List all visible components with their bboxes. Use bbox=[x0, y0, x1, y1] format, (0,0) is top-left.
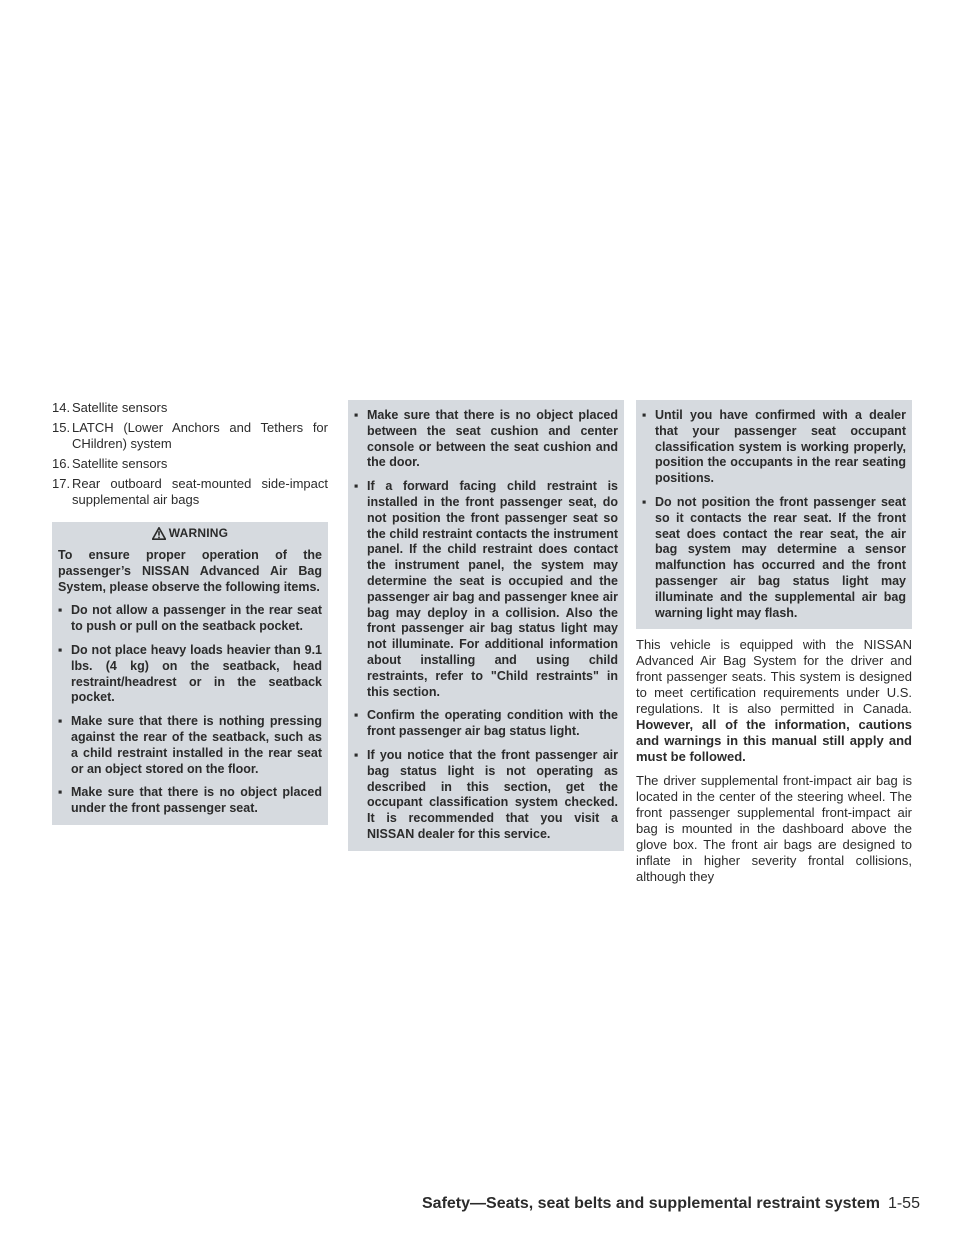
column-right bbox=[636, 400, 912, 893]
item-text: LATCH (Lower Anchors and Tethers for CHildren) system bbox=[72, 420, 328, 451]
warning-bullet: ▪ Confirm the operating condition with the front passenger air bag status light. bbox=[354, 708, 618, 739]
warning-bullet: ▪ Do not place heavy loads heavier than 9.1 lbs. (4 kg) on the seatback, head restraint/headrest or in the seatback pocket. bbox=[58, 642, 322, 705]
item-number: 15. bbox=[52, 420, 71, 435]
list-item bbox=[52, 420, 328, 452]
body-paragraph: This vehicle is equipped with the NISSAN Advanced Air Bag System for the driver and front passenger seats. This system is designed to meet certification requirements under U.S. regulations. It is also permitted in Canada. However, all of the information, cautions and warnings in this manual still apply and must be followed. bbox=[636, 637, 912, 765]
item-number: 14. bbox=[52, 400, 71, 415]
warning-bullet: ▪ If you notice that the front passenger air bag status light is not operating as described in this section, get the occupant classification system checked. It is recommended that you visit a NISSAN dealer for this service. bbox=[354, 747, 618, 841]
warning-heading bbox=[58, 522, 322, 548]
warning-bullet: ▪ Make sure that there is nothing pressing against the rear of the seatback, such as a child restraint installed in the rear seat or an object stored on the floor. bbox=[58, 714, 322, 776]
item-text: Rear outboard seat-mounted side-impact supplemental air bags bbox=[72, 476, 328, 507]
warning-label: WARNING bbox=[168, 526, 229, 540]
warning-bullets bbox=[58, 603, 322, 817]
warning-intro: To ensure proper operation of the passenger’s NISSAN Advanced Air Bag System, please observe the following items. bbox=[58, 548, 322, 594]
emphasis-text: However, all of the information, cautions and warnings in this manual still apply and must be followed. bbox=[636, 717, 912, 765]
warning-box-continued bbox=[636, 400, 912, 629]
page-footer bbox=[422, 1195, 920, 1213]
warning-bullet: ▪ Make sure that there is no object placed between the seat cushion and center console or between the seat cushion and the door. bbox=[354, 408, 618, 470]
warning-box-continued bbox=[348, 400, 624, 851]
item-text: Satellite sensors bbox=[72, 456, 168, 471]
list-item bbox=[52, 400, 328, 416]
warning-box bbox=[52, 522, 328, 825]
warning-bullet: ▪ Make sure that there is no object placed under the front passenger seat. bbox=[58, 785, 322, 816]
warning-bullet: ▪ Until you have confirmed with a dealer that your passenger seat occupant classification system is working properly, position the occupants in the rear seating positions. bbox=[642, 408, 906, 486]
section-title: Safety—Seats, seat belts and supplemental restraint system bbox=[422, 1195, 880, 1212]
component-list bbox=[52, 400, 328, 508]
list-item bbox=[52, 476, 328, 508]
warning-bullets bbox=[354, 408, 618, 843]
list-item bbox=[52, 456, 328, 472]
column-left bbox=[52, 400, 328, 825]
warning-bullet: ▪ If a forward facing child restraint is installed in the front passenger seat, do not position the front passenger seat so the child restraint contacts the instrument panel. If the child restraint does contact the instrument panel, the system may determine the seat is occupied and the passenger air bag and passenger knee air bag may deploy in a collision. Also the front passenger air bag status light may not illuminate. For additional information about installing and using child restraints, refer to "Child restraints" in this section. bbox=[354, 479, 618, 699]
column-middle bbox=[348, 400, 624, 851]
warning-bullets bbox=[642, 408, 906, 621]
item-number: 17. bbox=[52, 476, 71, 491]
item-number: 16. bbox=[52, 456, 71, 471]
warning-bullet: ▪ Do not allow a passenger in the rear seat to push or pull on the seatback pocket. bbox=[58, 603, 322, 634]
warning-triangle-icon bbox=[152, 527, 166, 540]
item-text: Satellite sensors bbox=[72, 400, 168, 415]
page-number: 1-55 bbox=[887, 1195, 920, 1212]
warning-bullet: ▪ Do not position the front passenger seat so it contacts the rear seat. If the front seat does contact the rear seat, the air bag system may determine a sensor malfunction has occurred and the front passenger air bag status light may illuminate and the supplemental air bag warning light may flash. bbox=[642, 494, 906, 620]
body-paragraph: The driver supplemental front-impact air bag is located in the center of the steering wheel. The front passenger supplemental front-impact air bag is mounted in the dashboard above the glove box. The front air bags are designed to inflate in higher severity frontal collisions, although they bbox=[636, 773, 912, 885]
